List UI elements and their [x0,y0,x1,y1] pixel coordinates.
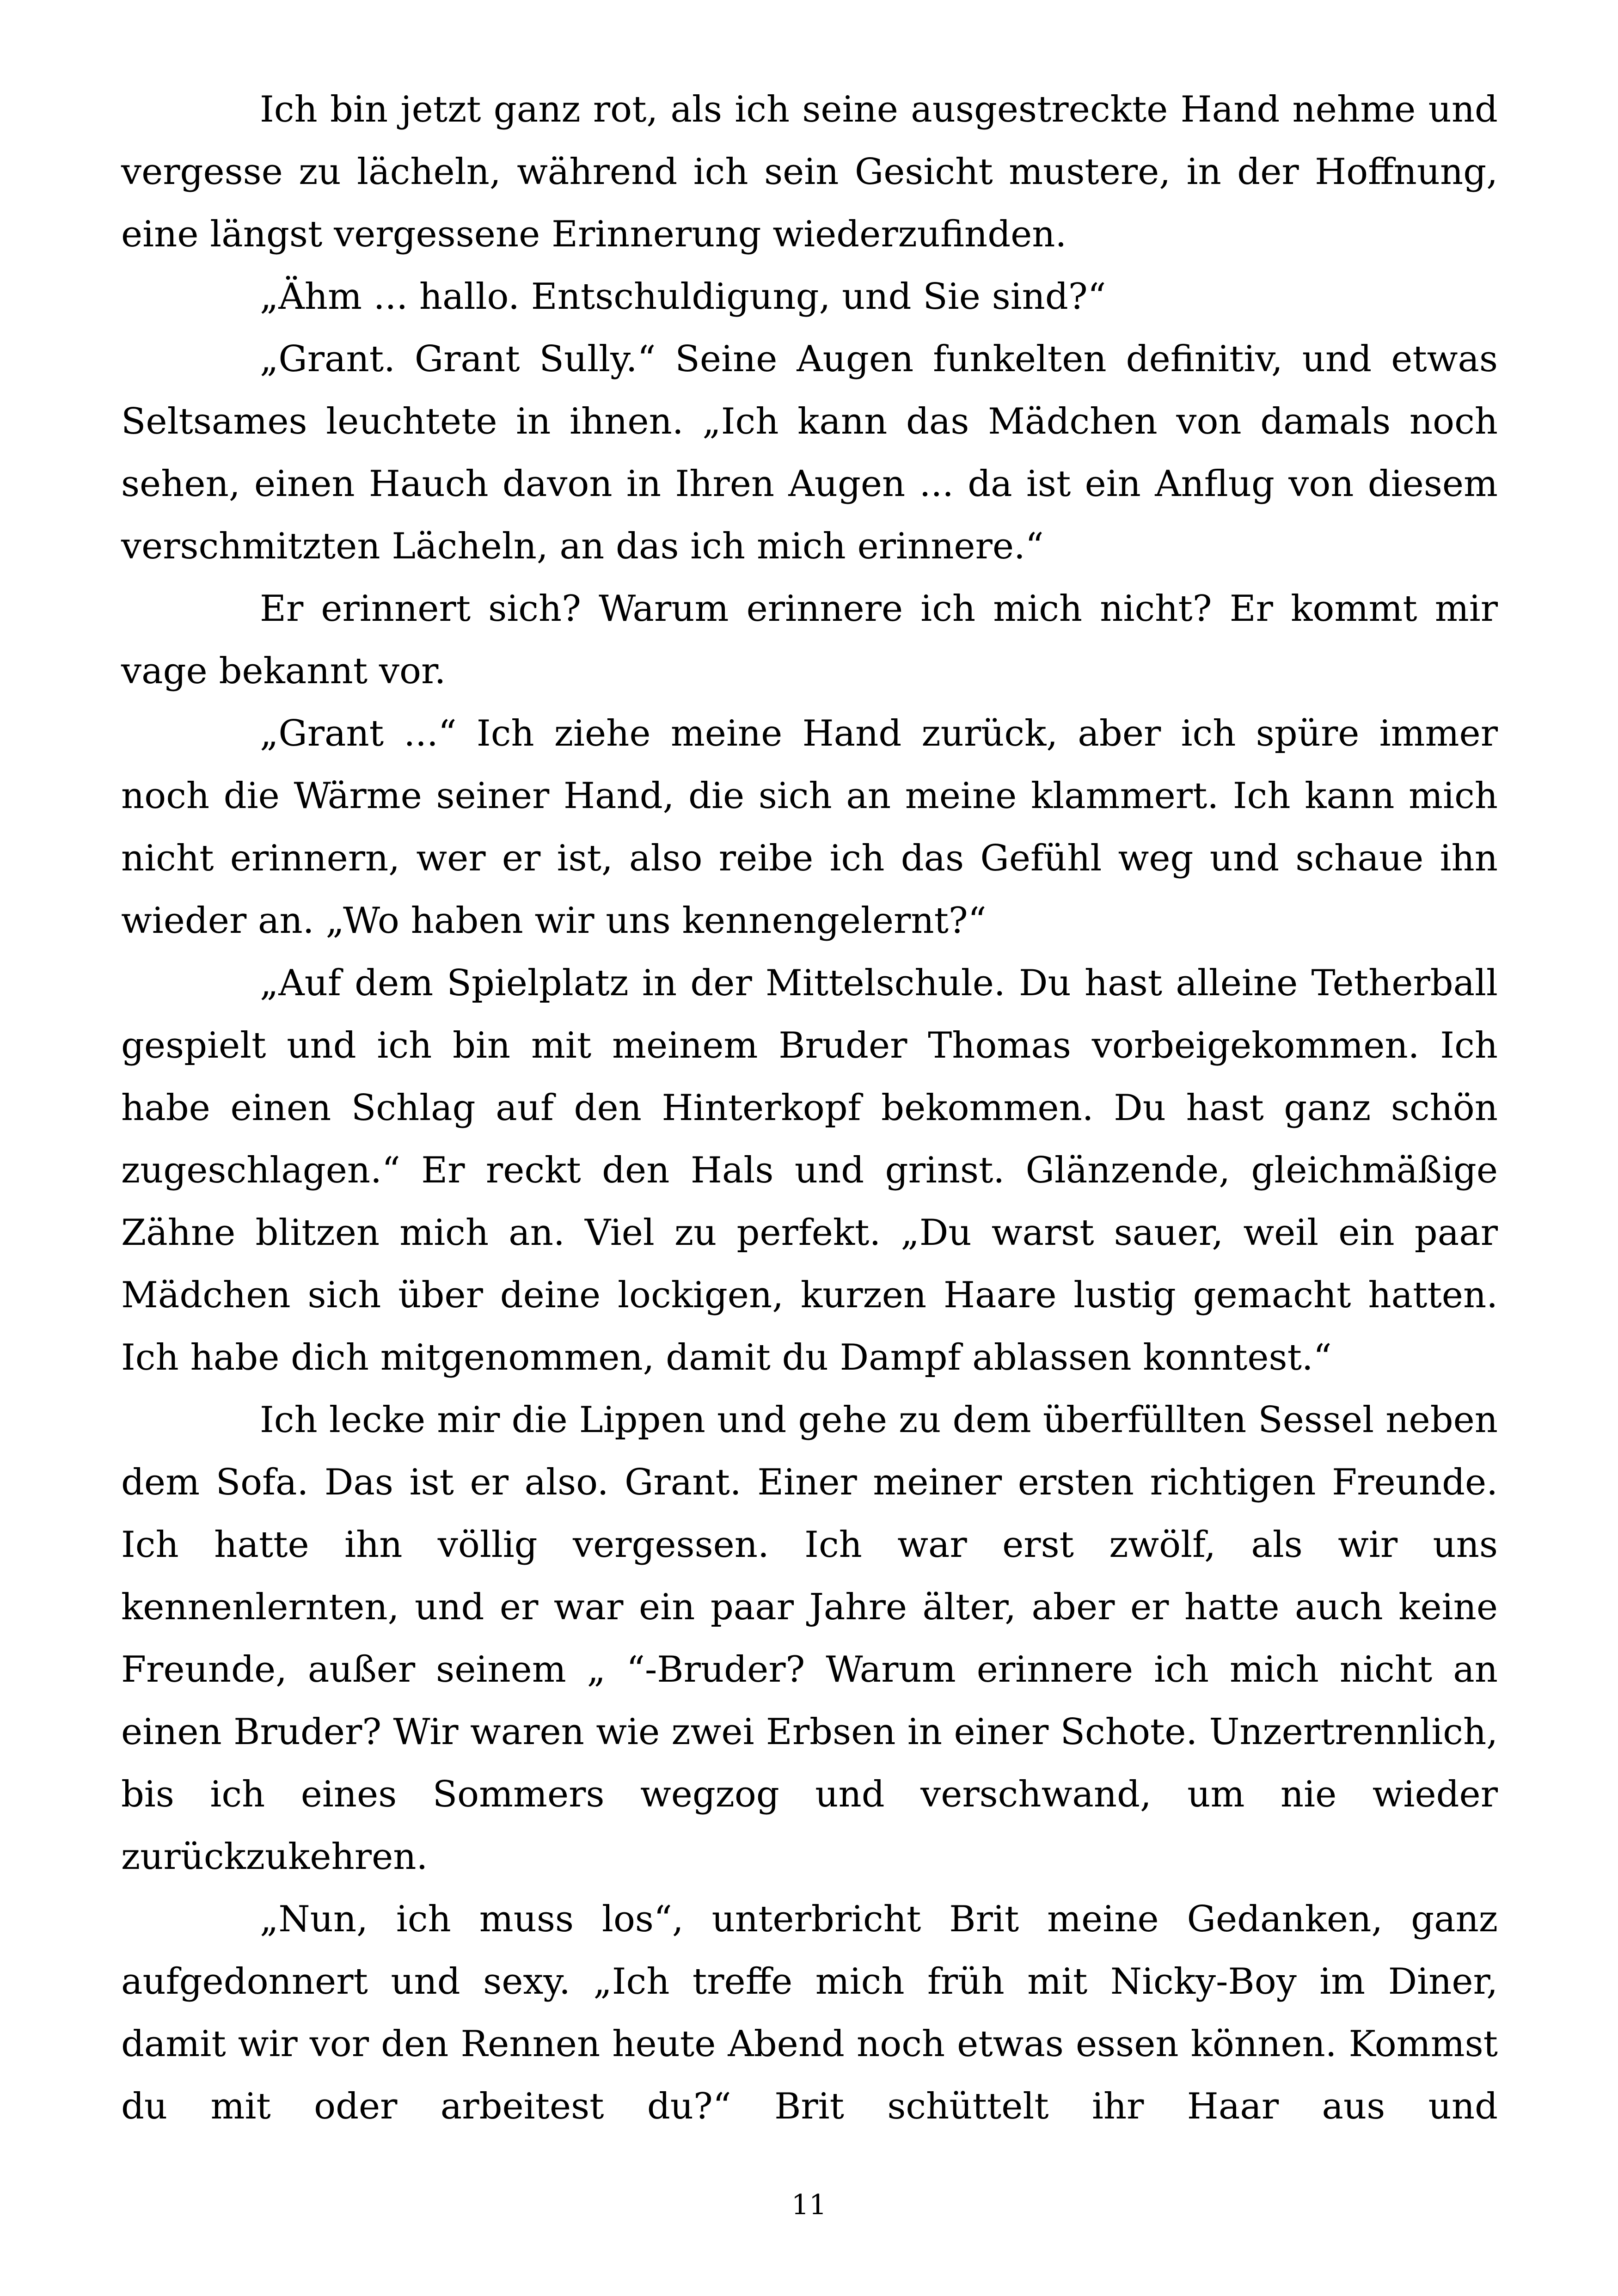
page-number: 11 [791,2189,827,2221]
paragraph-1: Ich bin jetzt ganz rot, als ich seine ausgestreckte Hand nehme und vergesse zu lächeln, während ich sein Gesicht mustere, in der Hoffnung, eine längst vergessene Erinnerung wiederzufinden. [121,89,1498,255]
paragraph-2: „Ähm ... hallo. Entschuldigung, und Sie sind?“ [260,276,1106,318]
paragraph-8: „Nun, ich muss los“, unterbricht Brit meine Gedanken, ganz aufgedonnert und sexy. „Ich treffe mich früh mit Nicky-Boy im Diner, damit wir vor den Rennen heute Abend noch etwas essen können. Kommst du mit oder arbeitest du?“ Brit schüttelt ihr Haar aus und [121,1898,1498,2127]
paragraph-4: Er erinnert sich? Warum erinnere ich mich nicht? Er kommt mir vage bekannt vor. [121,588,1498,692]
page-body [121,79,1498,2138]
paragraph-6: „Auf dem Spielplatz in der Mittelschule. Du hast alleine Tetherball gespielt und ich bin mit meinem Bruder Thomas vorbeigekommen. Ich habe einen Schlag auf den Hinterkopf bekommen. Du hast ganz schön zugeschlagen.“ Er reckt den Hals und grinst. Glänzende, gleichmäßige Zähne blitzen mich an. Viel zu perfekt. „Du warst sauer, weil ein paar Mädchen sich über deine lockigen, kurzen Haare lustig gemacht hatten. Ich habe dich mitgenommen, damit du Dampf ablassen konntest.“ [121,962,1498,1378]
paragraph-5: „Grant ...“ Ich ziehe meine Hand zurück, aber ich spüre immer noch die Wärme seiner Hand, die sich an meine klammert. Ich kann mich nicht erinnern, wer er ist, also reibe ich das Gefühl weg und schaue ihn wieder an. „Wo haben wir uns kennengelernt?“ [121,713,1498,942]
paragraph-7: Ich lecke mir die Lippen und gehe zu dem überfüllten Sessel neben dem Sofa. Das ist er also. Grant. Einer meiner ersten richtigen Freunde. Ich hatte ihn völlig vergessen. Ich war erst zwölf, als wir uns kennenlernten, und er war ein paar Jahre älter, aber er hatte auch keine Freunde, außer seinem „ “-Bruder? Warum erinnere ich mich nicht an einen Bruder? Wir waren wie zwei Erbsen in einer Schote. Unzertrennlich, bis ich eines Sommers wegzog und verschwand, um nie wieder zurückzukehren. [121,1399,1498,1878]
paragraph-3: „Grant. Grant Sully.“ Seine Augen funkelten definitiv, und etwas Seltsames leuchtete in ihnen. „Ich kann das Mädchen von damals noch sehen, einen Hauch davon in Ihren Augen ... da ist ein Anflug von diesem verschmitzten Lächeln, an das ich mich erinnere.“ [121,338,1498,567]
